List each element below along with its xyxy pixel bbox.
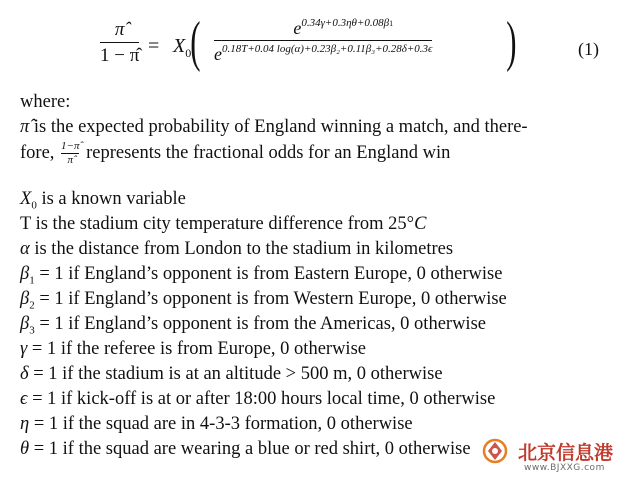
definition-text: = 1 if the squad are wearing a blue or red shirt, 0 otherwise xyxy=(29,439,471,459)
watermark xyxy=(478,432,634,478)
definition-text: represents the fractional odds for an England win xyxy=(81,142,451,163)
symbol-alpha: α xyxy=(20,239,30,259)
symbol-eta: η xyxy=(20,414,30,434)
definition-text: = 1 if the squad are in 4-3-3 formation, 0 otherwise xyxy=(29,414,413,434)
symbol-x0-sub: 0 xyxy=(31,199,37,212)
rhs-denominator-base: e xyxy=(214,44,222,64)
fraction-bar xyxy=(100,42,139,43)
definition-delta xyxy=(20,365,443,384)
definition-text: = 1 if kick-off is at or after 18:00 hours local time, 0 otherwise xyxy=(27,389,496,409)
rhs-numerator-exponent-text: 0.34γ+0.3ηθ+0.08β xyxy=(301,17,390,29)
definition-t xyxy=(20,215,426,234)
definition-text: = 1 if England’s opponent is from Western Europe, 0 otherwise xyxy=(34,289,507,309)
symbol-beta3 xyxy=(20,314,35,337)
definition-beta2 xyxy=(20,290,507,312)
odds-numerator: 1−π̂ xyxy=(61,140,80,152)
definition-text: is a known variable xyxy=(36,189,186,209)
lhs-numerator: π̂ xyxy=(114,19,125,40)
definition-x0 xyxy=(20,190,186,212)
definition-eta xyxy=(20,415,413,434)
rhs-numerator-exponent xyxy=(301,17,393,29)
odds-denominator: π̂ xyxy=(67,154,74,166)
rhs-numerator-base: e xyxy=(293,18,302,38)
definition-text: = 1 if England’s opponent is from Eastern Europe, 0 otherwise xyxy=(34,264,503,284)
definition-text: T is the stadium city temperature difference from 25° xyxy=(20,214,415,234)
symbol-beta-letter: β xyxy=(20,289,30,309)
symbol-delta: δ xyxy=(20,364,29,384)
symbol-x0 xyxy=(20,189,37,212)
definition-text: = 1 if England’s opponent is from the Americas, 0 otherwise xyxy=(34,314,486,334)
definition-text: is the distance from London to the stadium in kilometres xyxy=(29,239,454,259)
symbol-beta-sub: 1 xyxy=(29,274,35,287)
definition-text: fore, xyxy=(20,142,60,163)
rhs-denominator xyxy=(214,44,432,63)
symbol-gamma: γ xyxy=(20,339,28,359)
symbol-x0-letter: X xyxy=(20,189,32,209)
definition-beta3 xyxy=(20,315,486,337)
watermark-title: 北京信息港 xyxy=(518,442,614,464)
definition-theta xyxy=(20,440,471,459)
right-paren: ) xyxy=(506,11,517,73)
symbol-beta2 xyxy=(20,289,35,312)
definition-text: is the expected probability of England winning a match, and there- xyxy=(29,117,528,137)
symbol-epsilon: ϵ xyxy=(20,389,28,409)
rhs-numerator-exponent-sub: 1 xyxy=(389,19,394,28)
coefficient-subscript: 0 xyxy=(185,46,192,60)
definition-gamma xyxy=(20,340,366,359)
definition-text: = 1 if the referee is from Europe, 0 otherwise xyxy=(27,339,366,359)
equation-rhs-fraction xyxy=(214,18,432,63)
watermark-url: www.BJXXG.com xyxy=(524,463,605,473)
unit-celsius: C xyxy=(414,214,427,234)
symbol-beta-sub: 3 xyxy=(29,324,35,337)
symbol-beta1 xyxy=(20,264,35,287)
definition-pi-line1 xyxy=(20,118,528,137)
rhs-numerator xyxy=(253,18,393,37)
fraction-bar xyxy=(214,40,432,41)
left-paren: ( xyxy=(190,11,201,73)
coefficient xyxy=(173,35,191,61)
symbol-beta-sub: 2 xyxy=(29,299,35,312)
equation-number: (1) xyxy=(578,39,599,59)
odds-fraction xyxy=(61,141,79,166)
symbol-theta: θ xyxy=(20,439,30,459)
definition-beta1 xyxy=(20,265,502,287)
definition-text: = 1 if the stadium is at an altitude > 500 m, 0 otherwise xyxy=(28,364,443,384)
definition-alpha xyxy=(20,240,453,259)
equation xyxy=(0,8,634,80)
lhs-denominator: 1 − π̂ xyxy=(100,45,140,66)
logo-icon xyxy=(480,436,510,466)
where-label: where: xyxy=(20,92,71,112)
equals-sign: = xyxy=(148,35,160,57)
equation-lhs-fraction xyxy=(100,20,139,65)
rhs-denominator-exponent: 0.18T+0.04 log(α)+0.23β₂+0.11β₃+0.28δ+0.3ϵ xyxy=(222,43,433,55)
definition-epsilon xyxy=(20,390,495,409)
definition-pi-line2 xyxy=(20,141,450,166)
symbol-beta-letter: β xyxy=(20,264,30,284)
symbol-pi: π̂ xyxy=(20,117,30,137)
coefficient-symbol: X xyxy=(173,35,186,57)
symbol-beta-letter: β xyxy=(20,314,30,334)
